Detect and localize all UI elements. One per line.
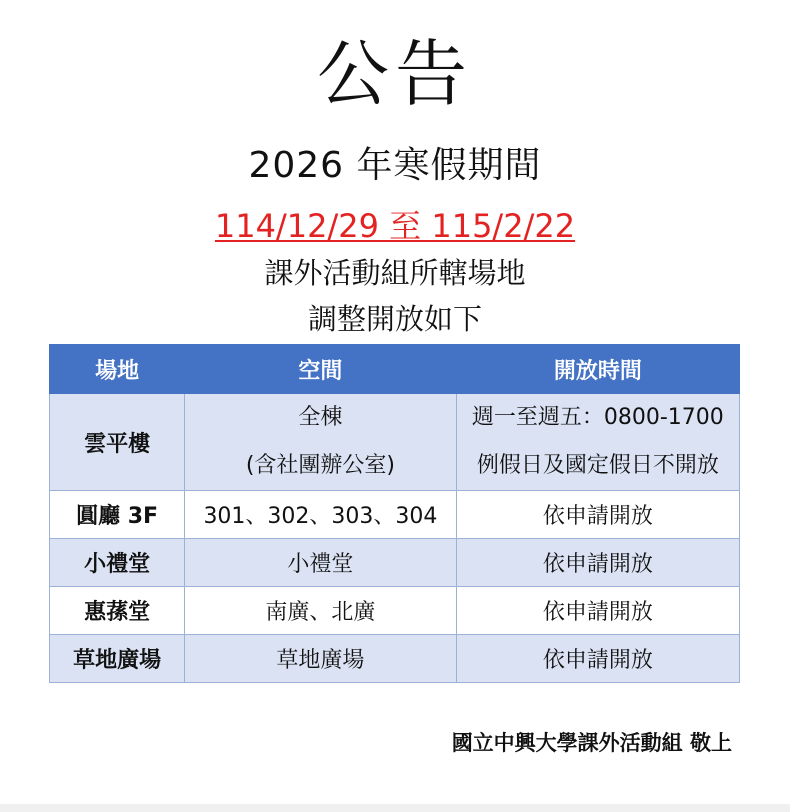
- venue-name: 草地廣場: [50, 635, 185, 683]
- space-line: (含社團辦公室): [245, 453, 395, 478]
- table-row: [50, 394, 740, 491]
- date-range-text: 114/12/29 至 115/2/22: [214, 207, 576, 245]
- venue-name: 小禮堂: [50, 539, 185, 587]
- notice-subtitle: 2026 年寒假期間: [248, 145, 542, 186]
- venue-hours: 依申請開放: [456, 539, 739, 587]
- table-row: [50, 539, 740, 587]
- venue-table: [49, 344, 740, 683]
- notice-title: 公告: [316, 32, 473, 116]
- venue-name: 雲平樓: [50, 394, 185, 491]
- venue-space: [185, 394, 456, 491]
- table-row: [50, 491, 740, 539]
- venue-space: 南廣、北廣: [185, 587, 456, 635]
- venue-space: 小禮堂: [185, 539, 456, 587]
- bottom-divider: [0, 804, 790, 812]
- notice-line-adjust: 調整開放如下: [307, 302, 482, 336]
- table-row: [50, 587, 740, 635]
- notice-line-venues: 課外活動組所轄場地: [264, 256, 526, 290]
- header-space: 空間: [185, 345, 456, 394]
- venue-name: 惠蓀堂: [50, 587, 185, 635]
- date-range: [0, 206, 790, 246]
- venue-name: 圓廳 3F: [50, 491, 185, 539]
- venue-space: 301、302、303、304: [185, 491, 456, 539]
- header-hours: 開放時間: [456, 345, 739, 394]
- venue-hours: [456, 394, 739, 491]
- venue-hours: 依申請開放: [456, 491, 739, 539]
- hours-line: 例假日及國定假日不開放: [476, 453, 719, 478]
- venue-space: 草地廣場: [185, 635, 456, 683]
- space-line: 全棟: [298, 405, 343, 430]
- signature: 國立中興大學課外活動組 敬上: [451, 731, 732, 755]
- header-venue: 場地: [50, 345, 185, 394]
- hours-line: 週一至週五：0800-1700: [471, 405, 724, 430]
- venue-hours: 依申請開放: [456, 587, 739, 635]
- table-header-row: [50, 345, 740, 394]
- table-row: [50, 635, 740, 683]
- venue-hours: 依申請開放: [456, 635, 739, 683]
